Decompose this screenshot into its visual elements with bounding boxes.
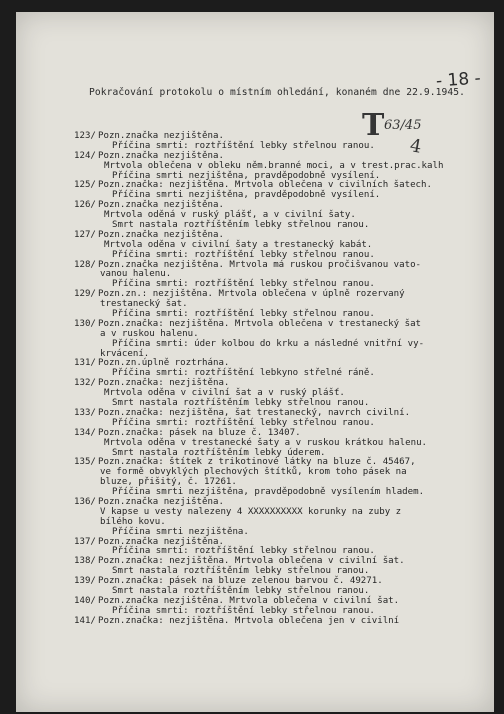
- entry-text: V kapse u vesty nalezeny 4 XXXXXXXXXX korunky na zuby z: [100, 506, 402, 517]
- entry-text: Pozn.značka nezjištěna.: [98, 496, 224, 507]
- entry-text: Příčina smrti: roztříštění lebky střelnou ranou.: [112, 417, 375, 428]
- entry-number: 138/: [74, 556, 96, 567]
- entry-number: 134/: [74, 427, 96, 438]
- entry-list: [74, 132, 494, 627]
- entry-number: 128/: [74, 259, 96, 270]
- entry-text: bluze, přišitý, č. 17261.: [100, 477, 237, 488]
- entry-text: Mrtvola oděna v trestanecké šaty a v ruskou krátkou halenu.: [104, 437, 428, 448]
- entry-text: Pozn.značka: nezjištěna. Mrtvola oblečena v trestanecký šat: [98, 318, 422, 329]
- entry-text: Příčina smrti: roztříštění lebky střelnou ranou.: [112, 140, 375, 151]
- entry-number: 130/: [74, 318, 96, 329]
- entry-text: Pozn.značka: nezjištěna. Mrtvola oblečena v civilní šat.: [98, 556, 405, 567]
- entry-number: 140/: [74, 595, 96, 606]
- entry-text: bílého kovu.: [100, 516, 166, 527]
- entry-text: Příčina smrti: roztříštění lebky střelnou ranou.: [112, 546, 375, 557]
- entry-text: Pozn.značka: nezjištěna. Mrtvola oblečena v civilních šatech.: [98, 180, 432, 191]
- entry-text: Pozn.značka: nezjištěna. Mrtvola oblečena jen v civilní: [98, 615, 400, 626]
- entry-text: Pozn.značka: pásek na bluze č. 13407.: [98, 427, 301, 438]
- entry-number: 127/: [74, 229, 96, 240]
- entry-number: 133/: [74, 407, 96, 418]
- entry-number: 139/: [74, 576, 96, 587]
- entry-text: Pozn.značka nezjištěna.: [98, 200, 224, 211]
- entry-text: Mrtvola oděná v ruský plášť, a v civilní šaty.: [104, 210, 356, 221]
- entry-number: 123/: [74, 131, 96, 141]
- protocol-header: Pokračování protokolu o místním ohledání, konaném dne 22.9.1945.: [89, 87, 466, 98]
- entry-text: Pozn.zn.: nezjištěna. Mrtvola oblečena v úplně rozervaný: [98, 289, 405, 300]
- stamp-number: 63/45: [384, 118, 422, 133]
- page-number: - 18 -: [435, 68, 482, 92]
- entry-number: 126/: [74, 200, 96, 211]
- entry-text: Mrtvola oděna v civilní šaty a trestanecký kabát.: [104, 239, 373, 250]
- entry-number: 137/: [74, 536, 96, 547]
- entry-text: Příčina smrti: roztříštění lebky střelnou ranou.: [112, 279, 375, 290]
- entry-text: ve formě obvyklých plechových štítků, krom toho pásek na: [100, 467, 407, 478]
- entry-text: Pozn.značka: nezjištěna, šat trestanecký, navrch civilní.: [98, 407, 411, 418]
- entry-text: Mrtvola oblečena v obleku něm.branné moci, a v trest.prac.kalh: [104, 160, 444, 171]
- entry-number: 129/: [74, 289, 96, 300]
- entry-text: Příčina smrti: roztříštění lebky střelnou ranou.: [112, 605, 375, 616]
- entry-text: Pozn.zn.úplně roztrhána.: [98, 358, 230, 369]
- entry-line-numbered: [74, 617, 494, 627]
- entry-number: 135/: [74, 457, 96, 468]
- entry-text: Smrt nastala roztříštěním lebky střelnou ranou.: [112, 566, 370, 577]
- entry-text: Smrt nastala roztříštěním lebky úderem.: [112, 447, 326, 458]
- entry-text: trestanecký šat.: [100, 299, 188, 310]
- entry-text: Příčina smrti nezjištěna, pravděpodobně vysílením hladem.: [112, 487, 425, 498]
- entry-text: Smrt nastala roztříštěním lebky střelnou ranou.: [112, 585, 370, 596]
- entry-text: Pozn.značka nezjištěna.: [98, 229, 224, 240]
- entry-text: Pozn.značka: štítek z trikotinové látky na bluze č. 45467,: [98, 457, 416, 468]
- entry-text: Smrt nastala roztříštěním lebky střelnou ranou.: [112, 220, 370, 231]
- document-page: [16, 12, 494, 712]
- entry-text: Příčina smrti: roztříštění lebky střelnou ranou.: [112, 249, 375, 260]
- entry-number: 136/: [74, 496, 96, 507]
- entry-text: krvácení.: [100, 348, 150, 359]
- stamp-letter: T: [362, 108, 385, 143]
- entry-text: Pozn.značka: nezjištěna.: [98, 378, 230, 389]
- entry-number: 141/: [74, 615, 96, 626]
- entry-text: Příčina smrti: roztříštění lebkyno střelné ráně.: [112, 368, 375, 379]
- entry-text: Mrtvola oděna v civilní šat a v ruský plášť.: [104, 388, 345, 399]
- entry-number: 125/: [74, 180, 96, 191]
- entry-number: 124/: [74, 150, 96, 161]
- entry-text: Pozn.značka nezjištěna.: [98, 150, 224, 161]
- entry-number: 131/: [74, 358, 96, 369]
- entry-text: Pozn.značka nezjištěna. Mrtvola má ruskou pročišvanou vato-: [98, 259, 422, 270]
- stamp-sub: 4: [408, 135, 424, 158]
- entry-text: vanou halenu.: [100, 269, 172, 280]
- entry-text: a v ruskou halenu.: [100, 328, 199, 339]
- entry-text: Pozn.značka nezjištěna.: [98, 131, 224, 141]
- entry-text: Příčina smrti: roztříštění lebky střelnou ranou.: [112, 309, 375, 320]
- entry-text: Příčina smrti nezjištěna, pravděpodobně vysílení.: [112, 190, 381, 201]
- entry-text: Příčina smrti: úder kolbou do krku a následné vnitřní vy-: [112, 338, 425, 349]
- entry-text: Pozn.značka nezjištěna. Mrtvola oblečena v civilní šat.: [98, 595, 400, 606]
- entry-text: Příčina smrti nezjištěna, pravděpodobně vysílení.: [112, 170, 381, 181]
- entry-number: 132/: [74, 378, 96, 389]
- entry-text: Příčina smrti nezjištěna.: [112, 526, 249, 537]
- entry-text: Smrt nastala roztříštěním lebky střelnou ranou.: [112, 398, 370, 409]
- entry-text: Pozn.značka: pásek na bluze zelenou barvou č. 49271.: [98, 576, 383, 587]
- entry-text: Pozn.značka nezjištěna.: [98, 536, 224, 547]
